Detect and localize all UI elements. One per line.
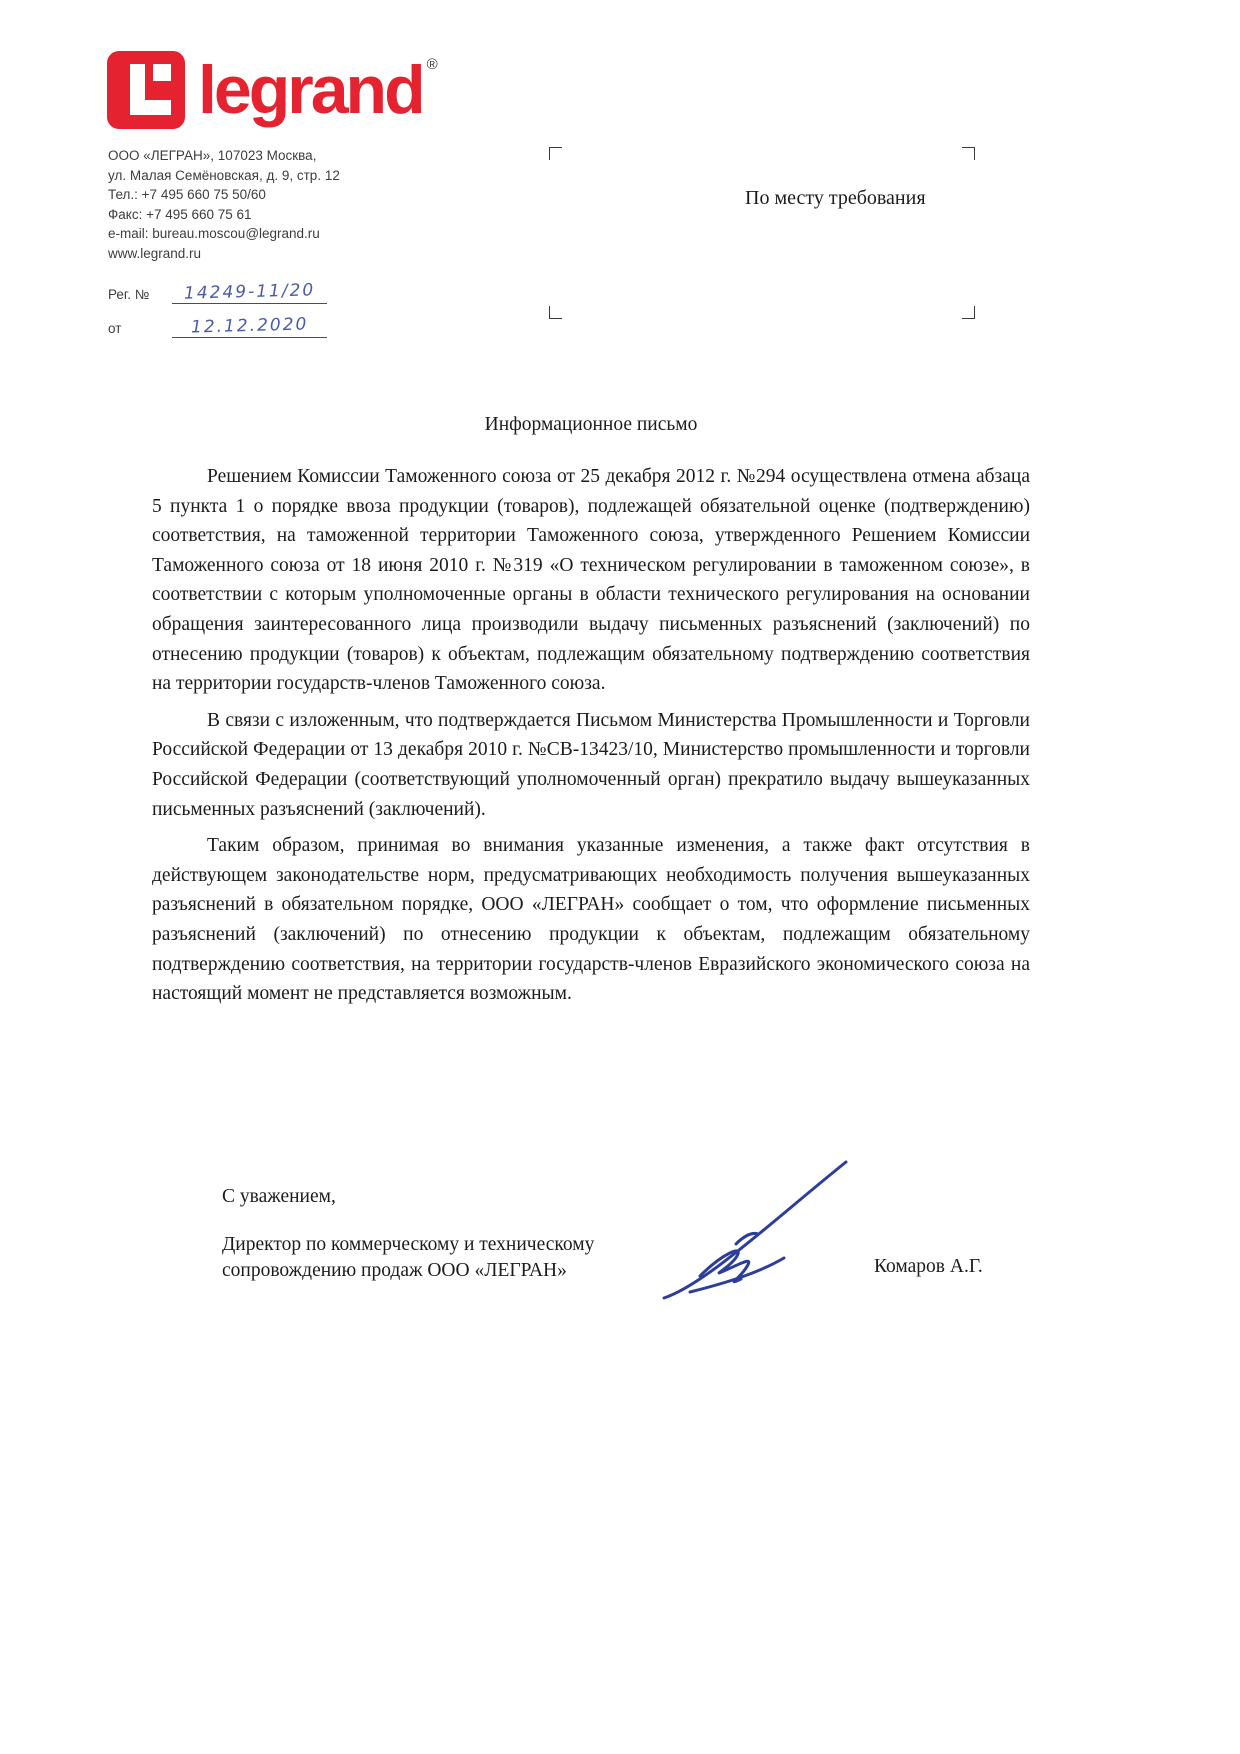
corner-mark-top-right-icon (962, 147, 975, 160)
company-info (108, 146, 340, 263)
recipient-text: По месту требования (745, 187, 926, 209)
legrand-logo-icon (106, 50, 186, 130)
registered-trademark-mark: ® (426, 56, 438, 73)
address-window (549, 147, 975, 319)
reg-date-row (108, 316, 327, 338)
signatory-name: Комаров А.Г. (874, 1256, 983, 1277)
reg-date-field (172, 316, 327, 338)
closing-salutation: С уважением, (222, 1186, 336, 1207)
company-info-line: Тел.: +7 495 660 75 50/60 (108, 187, 266, 202)
reg-number-label: Рег. № (108, 287, 150, 302)
company-info-line: e-mail: bureau.moscou@legrand.ru (108, 226, 320, 241)
company-info-line: Факс: +7 495 660 75 61 (108, 206, 252, 222)
company-info-line: ООО «ЛЕГРАН», 107023 Москва, (108, 148, 317, 163)
reg-number-handwritten-value: 14249-11/20 (183, 280, 316, 304)
handwritten-signature (648, 1148, 868, 1318)
signatory-position (222, 1232, 594, 1284)
signatory-position-line: Директор по коммерческому и техническому (222, 1234, 595, 1255)
company-info-line: www.legrand.ru (108, 245, 202, 261)
registration-block (108, 282, 327, 350)
legrand-logo (106, 50, 438, 130)
brand-name: legrand (198, 52, 423, 128)
letter-paragraph-2: В связи с изложенным, что подтверждается Письмом Министерства Промышленности и Торговли Российской Федерации от 13 декабря 2010 г. №СВ-13423/10, Министерство промышленности и торговли Российской Федерации (соответствующий уполномоченный орган) прекратило выдачу вышеуказанных письменных разъяснений (заключений). (152, 709, 1030, 820)
corner-mark-bottom-right-icon (962, 306, 975, 319)
reg-number-row (108, 282, 327, 304)
company-info-line: ул. Малая Семёновская, д. 9, стр. 12 (108, 167, 340, 183)
letter-paragraph-3: Таким образом, принимая во внимания указанные изменения, а также факт отсутствия в действующем законодательстве норм, предусматривающих необходимость получения вышеуказанных разъяснений в обязательном порядке, ООО «ЛЕГРАН» сообщает о том, что оформление письменных разъяснений (заключений) по отнесению продукции к объектам, подлежащим обязательному подтверждению соответствия, на территории государств-членов Евразийского экономического союза на настоящий момент не представляется возможным. (152, 835, 1030, 1005)
reg-number-field (172, 282, 327, 304)
letter-paragraph-1: Решением Комиссии Таможенного союза от 25 декабря 2012 г. №294 осуществлена отмена абзаца 5 пункта 1 о порядке ввоза продукции (товаров), подлежащей обязательной оценке (подтверждению) соответствия, на таможенной территории Таможенного союза, утвержденного Решением Комиссии Таможенного союза от 18 июня 2010 г. №319 «О техническом регулировании в таможенном союзе», в соответствии с которым уполномоченные органы в области технического регулирования на основании обращения заинтересованного лица производили выдачу письменных разъяснений (заключений) по отнесению продукции (товаров) к объектам, подлежащим обязательному подтверждению соответствия на территории государств-членов Таможенного союза. (152, 466, 1030, 695)
reg-date-label: от (108, 321, 122, 336)
legrand-wordmark (198, 50, 423, 130)
corner-mark-bottom-left-icon (549, 306, 562, 319)
reg-date-handwritten-value: 12.12.2020 (190, 314, 309, 338)
signatory-position-line: сопровождению продаж ООО «ЛЕГРАН» (222, 1260, 567, 1281)
letter-title: Информационное письмо (484, 414, 698, 435)
corner-mark-top-left-icon (549, 147, 562, 160)
letter-body (152, 462, 1030, 1016)
